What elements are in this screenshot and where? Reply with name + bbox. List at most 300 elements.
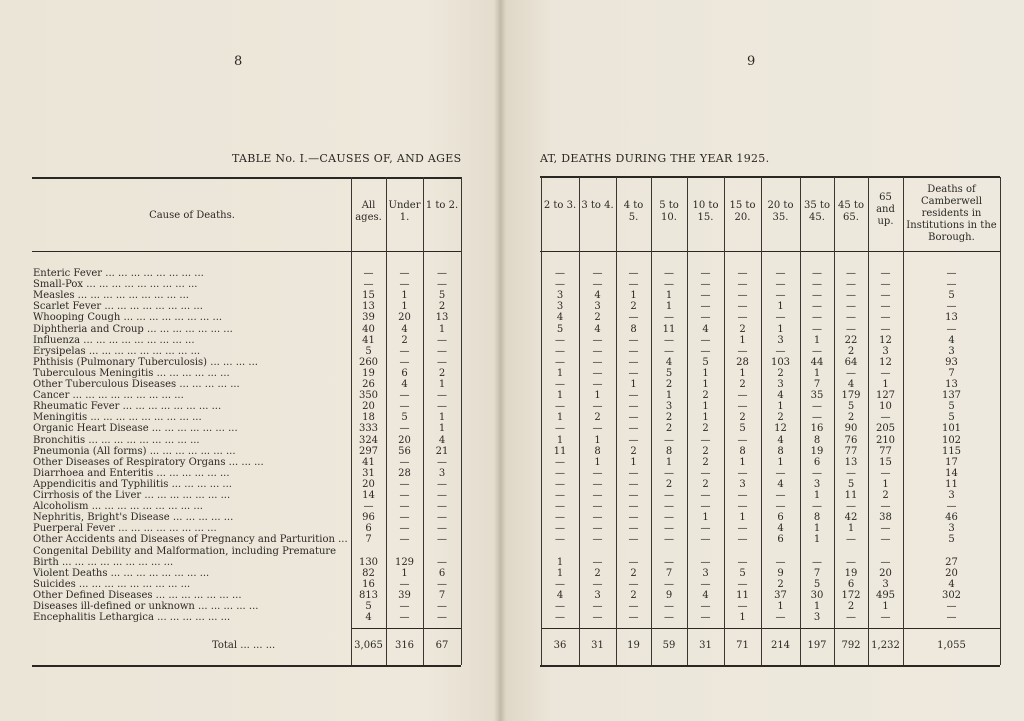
table-cell: — (737, 290, 748, 302)
table-cell: — (363, 279, 374, 291)
table-cell (724, 546, 761, 557)
table-cell: — (399, 501, 410, 513)
page-number-right: 9 (747, 54, 756, 69)
table-cell: 1 (813, 534, 821, 546)
table-cell: 1 (702, 412, 709, 424)
table-cell: 1 (556, 390, 564, 402)
table-cell (423, 546, 461, 557)
row-cause-label: Influenza ... ... ... ... ... ... ... ... ... (33, 334, 195, 346)
table-cell: 76 (844, 434, 858, 446)
table-cell: — (946, 323, 957, 335)
table-cell: 1 (401, 567, 408, 579)
table-cell: — (628, 467, 639, 479)
table-cell: 4 (594, 323, 601, 335)
table-cell: 5 (438, 290, 446, 302)
table-cell: 3 (813, 478, 821, 490)
table-cell: — (846, 467, 856, 479)
table-cell: 5 (665, 367, 673, 379)
table-cell: — (555, 268, 565, 279)
table-cell: 2 (739, 379, 746, 390)
column-header: 10 to 15. (692, 200, 719, 223)
table-cell: — (775, 268, 786, 279)
table-cell: — (880, 301, 891, 313)
table-title-right: AT, DEATHS DURING THE YEAR 1925. (540, 152, 770, 165)
table-cell: — (846, 312, 856, 324)
table-cell: — (880, 312, 891, 324)
table-cell: — (628, 356, 639, 368)
table-cell: 1 (777, 301, 784, 313)
table-cell: 179 (841, 390, 861, 402)
table-cell: 2 (665, 379, 673, 390)
table-cell: — (700, 279, 711, 291)
table-cell: — (846, 367, 856, 379)
table-cell: — (880, 556, 891, 568)
table-cell: 7 (365, 534, 372, 546)
table-cell: — (399, 478, 410, 490)
table-cell: — (399, 512, 410, 524)
table-cell: 6 (365, 523, 372, 535)
table-cell: — (592, 523, 603, 535)
total-cell: 1,232 (871, 640, 900, 651)
table-cell: — (946, 301, 957, 313)
table-cell: 3 (777, 379, 784, 390)
table-cell: 9 (665, 589, 673, 601)
table-cell: — (399, 423, 410, 435)
table-cell: — (775, 467, 786, 479)
table-cell: 2 (665, 412, 673, 424)
table-cell: — (555, 401, 565, 413)
table-cell: — (555, 534, 565, 546)
table-cell: 8 (813, 434, 821, 446)
table-cell: — (846, 290, 856, 302)
table-cell: 5 (948, 401, 955, 413)
table-cell: — (737, 301, 748, 313)
table-cell: 4 (777, 434, 784, 446)
rule-total-right (541, 628, 1000, 629)
table-cell: — (437, 356, 447, 368)
table-cell: 2 (777, 367, 784, 379)
table-cell: 813 (358, 589, 379, 601)
row-cause-label: Cirrhosis of the Liver ... ... ... ... ... ... ... (33, 490, 231, 501)
table-cell: 137 (941, 390, 962, 402)
table-cell: — (592, 556, 603, 568)
table-cell: — (437, 401, 447, 413)
table-cell: 1 (401, 301, 408, 313)
table-cell: 4 (401, 379, 408, 390)
table-cell: 18 (362, 412, 375, 424)
table-cell: 1 (702, 379, 709, 390)
table-cell: 4 (438, 434, 446, 446)
table-cell: — (700, 345, 711, 357)
table-cell: — (700, 578, 711, 590)
table-cell: — (363, 501, 374, 513)
table-cell: — (437, 490, 447, 501)
table-cell: — (555, 490, 565, 501)
table-cell: 27 (945, 556, 958, 568)
table-cell: — (700, 301, 711, 313)
table-cell: 90 (844, 423, 858, 435)
table-cell: 6 (777, 534, 784, 546)
table-cell: — (846, 534, 856, 546)
table-cell: — (946, 601, 957, 612)
table-cell: 28 (736, 356, 749, 368)
table-cell: — (664, 523, 674, 535)
table-cell: — (592, 334, 603, 346)
table-cell: 1 (777, 601, 784, 612)
total-cell: 36 (553, 640, 567, 651)
table-cell: 20 (398, 312, 411, 324)
table-cell (616, 546, 651, 557)
table-cell: — (555, 334, 565, 346)
table-cell: — (737, 523, 748, 535)
total-cell: 197 (807, 640, 827, 651)
table-cell: 5 (739, 423, 746, 435)
table-cell: — (399, 401, 410, 413)
table-cell: — (737, 490, 748, 501)
table-cell: 15 (362, 290, 375, 302)
table-cell: 1 (702, 512, 709, 524)
table-cell: 13 (435, 312, 449, 324)
table-cell: 1 (777, 323, 784, 335)
column-divider (461, 177, 462, 665)
table-cell: 11 (736, 589, 749, 601)
row-cause-label: Scarlet Fever ... ... ... ... ... ... ... ... (33, 301, 203, 313)
table-cell: — (592, 423, 603, 435)
column-header: 65 and up. (876, 192, 895, 227)
table-cell: 7 (438, 589, 446, 601)
table-cell: — (812, 412, 822, 424)
table-cell: 4 (777, 390, 784, 402)
table-cell: — (437, 345, 447, 357)
table-cell: 260 (358, 356, 379, 368)
table-cell: 1 (556, 556, 564, 568)
table-cell: — (812, 312, 822, 324)
column-header: 15 to 20. (729, 200, 756, 223)
table-cell: 7 (813, 567, 821, 579)
table-cell: — (664, 556, 674, 568)
book-spine (494, 0, 506, 721)
table-cell: — (737, 578, 748, 590)
table-cell: — (700, 467, 711, 479)
table-cell: 4 (401, 323, 408, 335)
table-cell: 1 (813, 601, 821, 612)
table-cell: 12 (879, 334, 892, 346)
column-header: 45 to 65. (838, 200, 864, 223)
table-cell: — (664, 601, 674, 612)
table-cell: — (737, 279, 748, 291)
table-cell: — (592, 578, 603, 590)
table-cell: — (628, 501, 639, 513)
table-cell: 4 (665, 356, 673, 368)
table-cell: — (737, 501, 748, 513)
table-cell: 30 (810, 589, 824, 601)
table-cell: 1 (777, 456, 784, 468)
table-cell: — (592, 379, 603, 390)
table-cell: — (812, 401, 822, 413)
table-cell: 1 (438, 412, 446, 424)
row-cause-label: Diarrhoea and Enteritis ... ... ... ... ... ... (33, 467, 230, 479)
table-cell: 1 (556, 367, 564, 379)
table-cell: 302 (941, 589, 962, 601)
table-cell: 46 (945, 512, 958, 524)
rule-total-left (351, 628, 461, 629)
table-cell: 1 (882, 601, 889, 612)
table-cell: — (812, 279, 822, 291)
table-cell: — (555, 456, 565, 468)
table-cell: 10 (879, 401, 892, 413)
table-cell: 4 (777, 523, 784, 535)
table-cell: 3 (948, 345, 955, 357)
table-cell: 3 (438, 467, 446, 479)
total-cell: 59 (662, 640, 676, 651)
table-cell: — (437, 512, 447, 524)
table-cell: 42 (844, 512, 858, 524)
table-cell: — (664, 334, 674, 346)
table-cell: — (700, 312, 711, 324)
table-cell: 8 (665, 445, 673, 457)
table-cell: — (555, 356, 565, 368)
table-cell: — (812, 467, 822, 479)
table-cell: 1 (630, 379, 637, 390)
table-cell: — (437, 578, 447, 590)
table-cell: — (592, 601, 603, 612)
table-cell: — (628, 401, 639, 413)
row-cause-label: Diphtheria and Croup ... ... ... ... ... ... ... (33, 323, 233, 335)
table-cell: 13 (844, 456, 858, 468)
table-cell: — (846, 612, 856, 624)
table-cell: — (946, 501, 957, 513)
table-cell: 11 (844, 490, 858, 501)
table-cell: 40 (362, 323, 375, 335)
table-cell: — (437, 478, 447, 490)
table-cell: — (592, 478, 603, 490)
table-cell: 3 (556, 290, 564, 302)
table-cell: 3 (556, 301, 564, 313)
column-divider (1000, 177, 1001, 665)
table-cell: 41 (362, 456, 375, 468)
table-cell: — (664, 268, 674, 279)
table-cell: — (700, 601, 711, 612)
row-cause-label: Whooping Cough ... ... ... ... ... ... ... ... (33, 312, 223, 324)
table-cell: — (399, 490, 410, 501)
table-cell: — (946, 612, 957, 624)
table-cell: — (812, 556, 822, 568)
table-cell: — (880, 367, 891, 379)
table-cell: — (880, 612, 891, 624)
table-cell: 1 (813, 334, 821, 346)
table-cell: 5 (847, 478, 855, 490)
table-cell: — (628, 490, 639, 501)
column-header: All ages. (355, 200, 382, 223)
column-header: 4 to 5. (623, 200, 644, 223)
table-cell: 3 (777, 334, 784, 346)
table-cell: — (628, 534, 639, 546)
table-cell: 2 (847, 412, 855, 424)
rule-top-right (540, 176, 1000, 178)
table-cell: — (812, 268, 822, 279)
table-cell: 11 (662, 323, 676, 335)
table-cell: — (737, 601, 748, 612)
table-cell: — (812, 345, 822, 357)
total-label: Total ... ... ... (212, 640, 276, 651)
table-cell: 96 (362, 512, 375, 524)
table-cell: 1 (702, 367, 709, 379)
table-cell: — (880, 534, 891, 546)
table-cell: — (555, 601, 565, 612)
table-cell: — (555, 512, 565, 524)
table-cell: 19 (844, 567, 858, 579)
row-cause-label: Other Diseases of Respiratory Organs ... ... ... (33, 456, 264, 468)
table-cell: — (555, 501, 565, 513)
table-cell: 11 (553, 445, 567, 457)
table-cell: — (880, 501, 891, 513)
table-cell: 205 (875, 423, 896, 435)
row-cause-label: Other Tuberculous Diseases ... ... ... ... ... (33, 379, 240, 390)
table-cell: — (775, 312, 786, 324)
table-cell: 20 (945, 567, 958, 579)
table-title-left: TABLE No. I.—CAUSES OF, AND AGES (232, 152, 462, 165)
row-cause-label: Phthisis (Pulmonary Tuberculosis) ... ... ... ... (33, 356, 258, 368)
table-cell: — (437, 456, 447, 468)
table-cell: — (628, 268, 639, 279)
rule-top-left (32, 177, 461, 179)
table-cell: — (664, 512, 674, 524)
row-cause-label: Other Accidents and Diseases of Pregnancy and Parturition ... (33, 534, 348, 546)
table-cell: 2 (438, 367, 446, 379)
table-cell: 129 (394, 556, 415, 568)
table-cell: — (555, 612, 565, 624)
table-cell: — (437, 601, 447, 612)
table-cell: 26 (362, 379, 375, 390)
table-cell: — (555, 279, 565, 291)
table-cell: 101 (941, 423, 962, 435)
table-cell: 14 (945, 467, 958, 479)
table-cell: 1 (438, 423, 446, 435)
row-cause-label: Violent Deaths ... ... ... ... ... ... ... ... (33, 567, 210, 579)
table-cell: — (737, 268, 748, 279)
table-cell: 16 (810, 423, 824, 435)
table-cell: 41 (362, 334, 375, 346)
table-cell: — (592, 534, 603, 546)
table-cell: — (555, 578, 565, 590)
table-cell: — (880, 290, 891, 302)
table-cell: 7 (813, 379, 821, 390)
row-cause-label: Other Defined Diseases ... ... ... ... ... ... ... (33, 589, 242, 601)
table-cell: — (700, 501, 711, 513)
table-cell: 1 (438, 323, 446, 335)
table-cell: 1 (813, 523, 821, 535)
table-cell: 8 (630, 323, 637, 335)
table-cell: 3 (948, 490, 955, 501)
table-cell: 495 (875, 589, 896, 601)
table-cell: — (775, 556, 786, 568)
table-cell: 1 (813, 367, 821, 379)
table-cell: 333 (358, 423, 379, 435)
table-cell: 5 (948, 534, 955, 546)
table-cell: 8 (777, 445, 784, 457)
table-cell: — (812, 301, 822, 313)
column-header: Deaths of Camberwell residents in Institutions in the Borough. (906, 184, 997, 243)
table-cell: 19 (362, 367, 375, 379)
table-cell: 2 (630, 589, 637, 601)
table-cell: 350 (358, 390, 379, 402)
table-cell: 13 (945, 312, 958, 324)
table-cell: 2 (847, 345, 855, 357)
rule-header-right (540, 251, 1000, 252)
table-cell: — (846, 279, 856, 291)
table-cell: — (737, 556, 748, 568)
table-cell: 38 (879, 512, 892, 524)
table-cell: 14 (362, 490, 375, 501)
table-cell: 1 (556, 412, 564, 424)
table-cell: — (592, 345, 603, 357)
row-cause-label: Birth ... ... ... ... ... ... ... ... ... (33, 556, 174, 568)
table-cell: 2 (739, 412, 746, 424)
table-cell: — (628, 578, 639, 590)
row-cause-label: Encephalitis Lethargica ... ... ... ... ... ... (33, 612, 231, 624)
table-cell: — (775, 501, 786, 513)
table-cell: 2 (702, 423, 709, 435)
table-cell: 2 (702, 445, 709, 457)
table-cell: 4 (948, 578, 955, 590)
table-cell: — (399, 534, 410, 546)
table-cell: 3 (882, 345, 889, 357)
table-cell: — (437, 268, 447, 279)
table-cell: — (399, 345, 410, 357)
table-cell: 1 (594, 434, 601, 446)
table-cell: — (592, 501, 603, 513)
table-cell: — (700, 434, 711, 446)
table-cell: 1 (665, 290, 673, 302)
row-cause-label: Nephritis, Bright's Disease ... ... ... ... ... (33, 512, 234, 524)
table-cell: — (628, 390, 639, 402)
table-cell: — (946, 268, 957, 279)
table-cell: — (880, 268, 891, 279)
table-cell (351, 546, 386, 557)
table-cell: 8 (594, 445, 601, 457)
table-cell: 39 (362, 312, 375, 324)
table-cell: 102 (941, 434, 962, 446)
table-cell: 1 (630, 290, 637, 302)
table-cell: — (399, 456, 410, 468)
rule-header-left (32, 251, 461, 252)
table-cell: 4 (948, 334, 955, 346)
table-cell: 130 (358, 556, 379, 568)
table-cell: — (664, 612, 674, 624)
table-cell: — (737, 390, 748, 402)
table-cell: — (555, 379, 565, 390)
table-cell: — (592, 401, 603, 413)
table-cell: — (628, 423, 639, 435)
row-cause-label: Congenital Debility and Malformation, including Premature (33, 545, 337, 557)
table-cell: — (628, 367, 639, 379)
table-cell (579, 546, 616, 557)
row-cause-label: Enteric Fever ... ... ... ... ... ... ... ... (33, 268, 204, 279)
column-header: 35 to 45. (804, 200, 830, 223)
table-cell: 9 (777, 567, 784, 579)
table-cell: — (628, 334, 639, 346)
table-cell: 1 (777, 401, 784, 413)
rule-bottom-right (540, 665, 1000, 667)
total-cell: 3,065 (354, 640, 383, 651)
table-cell: — (737, 401, 748, 413)
row-cause-label: Appendicitis and Typhilitis ... ... ... ... ... (33, 478, 232, 490)
total-cell: 792 (841, 640, 861, 651)
table-cell: 1 (630, 456, 637, 468)
table-cell: — (437, 556, 447, 568)
table-cell: — (812, 323, 822, 335)
row-cause-label: Rheumatic Fever ... ... ... ... ... ... ... ... (33, 401, 222, 413)
